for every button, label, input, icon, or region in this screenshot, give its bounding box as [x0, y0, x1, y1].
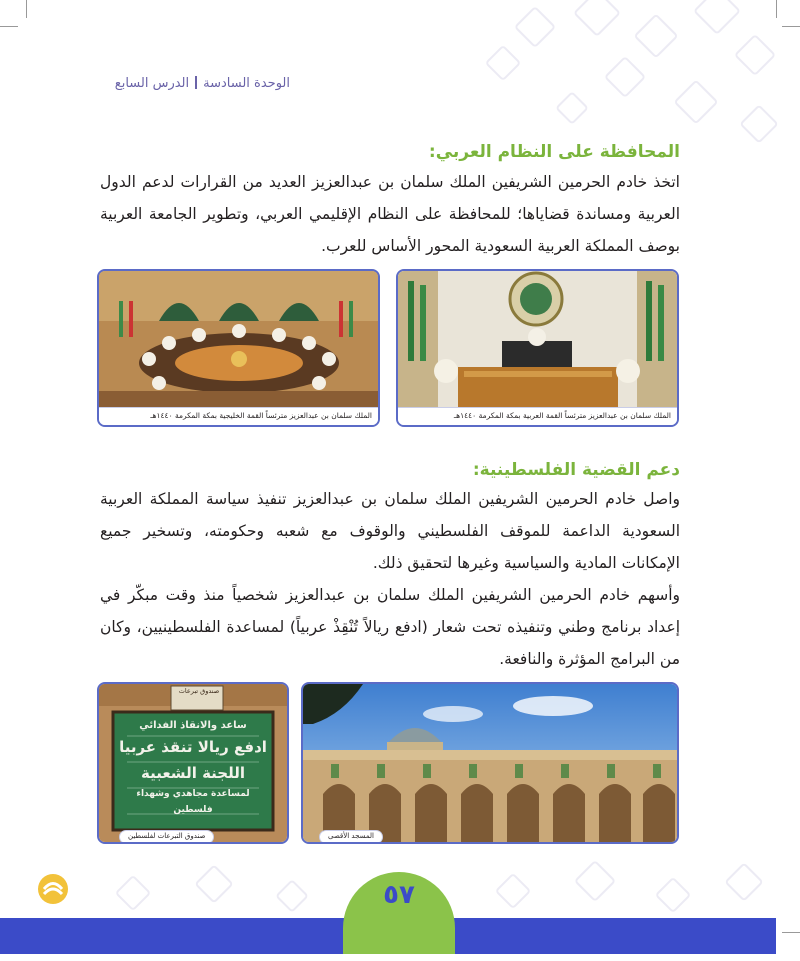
sign-line: اللجنة الشعبية — [141, 764, 245, 782]
page-number: ٥٧ — [383, 880, 415, 910]
arab-summit-photo — [398, 271, 677, 407]
figure-caption: صندوق التبرعات لفلسطين — [119, 830, 214, 844]
sign-line: ادفع ريالا تنقذ عربيا — [119, 738, 267, 756]
paragraph: وأسهم خادم الحرمين الشريفين الملك سلمان بن عبدالعزيز شخصياً منذ وقت مبكّر في إعداد برنامج وطني وتنفيذه تحت شعار (ادفع ريالاً تُنْقِذْ عربياً) لمساعدة الفلسطينيين، وكان من البرامج المؤثرة والنافعة. — [100, 586, 680, 668]
sign-line: لمساعدة مجاهدي وشهداء فلسطين — [136, 789, 250, 815]
figure-caption: المسجد الأقصى — [319, 830, 383, 844]
box-label: صندوق تبرعات — [178, 687, 220, 695]
figure-caption: الملك سلمان بن عبدالعزيز مترئساً القمة الخليجية بمكة المكرمة ١٤٤٠هـ — [99, 407, 378, 425]
crop-mark — [782, 932, 800, 933]
paragraph: واصل خادم الحرمين الشريفين الملك سلمان بن عبدالعزيز تنفيذ سياسة المملكة العربية السعودية الداعمة للموقف الفلسطيني والوقوف مع شعبه وحكومته، وتسخير جميع الإمكانات المادية والسياسية وغيرها لتحقيق ذلك. — [100, 490, 680, 572]
aqsa-photo — [303, 684, 677, 842]
figure-aqsa — [301, 682, 679, 844]
crop-mark — [782, 26, 800, 27]
lesson-label: الدرس السابع — [114, 76, 190, 91]
crop-mark — [26, 0, 27, 18]
section-body-arab-order — [100, 166, 680, 262]
section-body-palestine — [100, 483, 680, 675]
donation-sign-text — [117, 718, 269, 818]
figure-caption: الملك سلمان بن عبدالعزيز مترئساً القمة العربية بمكة المكرمة ١٤٤٠هـ — [398, 407, 677, 425]
sign-line: ساعد والانقاذ الفدائي — [139, 720, 247, 731]
figure-gulf-summit — [97, 269, 380, 427]
paragraph: اتخذ خادم الحرمين الشريفين الملك سلمان بن عبدالعزيز العديد من القرارات لدعم الدول العربية ومساندة قضاياها؛ للمحافظة على النظام الإقليمي العربي، وتطوير الجامعة العربية بوصف المملكة العربية السعودية المحور الأساس للعرب. — [100, 173, 680, 255]
gulf-summit-photo — [99, 271, 378, 407]
unit-label: الوحدة السادسة — [203, 76, 290, 91]
crop-mark — [0, 26, 18, 27]
running-header — [115, 76, 290, 91]
crop-mark — [776, 0, 777, 18]
figure-donation-box — [97, 682, 289, 844]
publisher-logo-icon — [36, 872, 70, 906]
figure-arab-summit — [396, 269, 679, 427]
section-title-arab-order: المحافظة على النظام العربي: — [428, 142, 680, 162]
header-separator — [195, 76, 197, 89]
section-title-palestine: دعم القضية الفلسطينية: — [472, 460, 680, 480]
